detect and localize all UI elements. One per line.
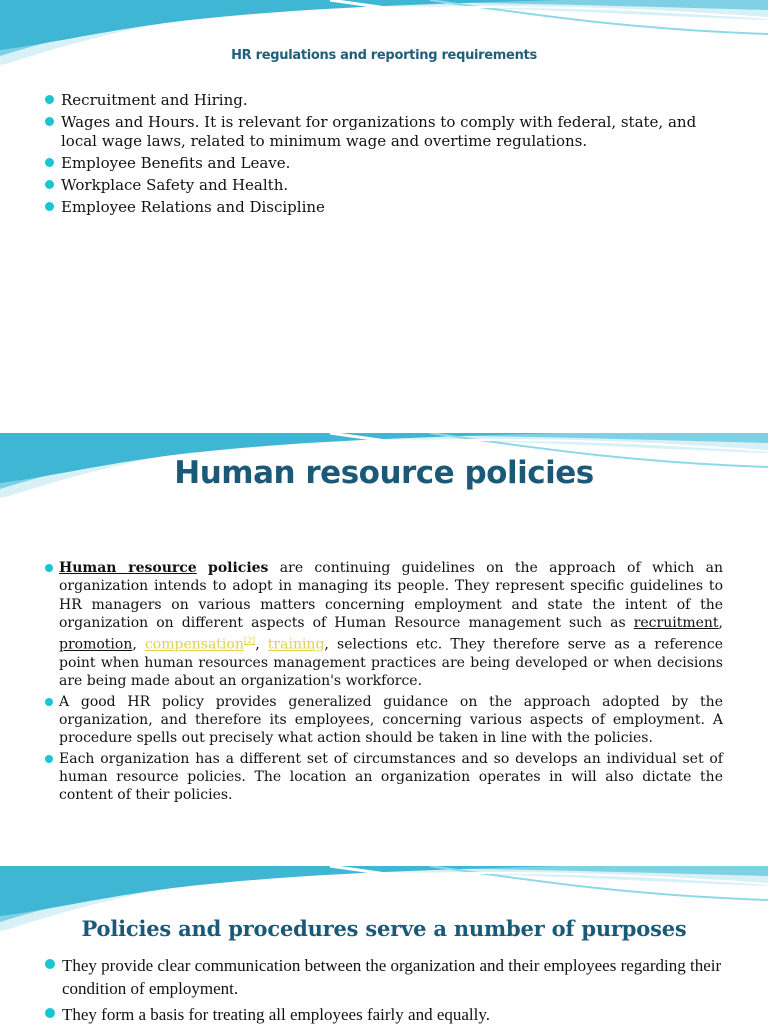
bullet-icon xyxy=(45,1008,55,1018)
link-compensation[interactable]: compensation xyxy=(144,636,244,653)
bullet-icon xyxy=(45,117,54,126)
slide-title: Human resource policies xyxy=(174,455,594,491)
list-item: They form a basis for treating all employees fairly and equally. xyxy=(44,1003,724,1024)
bullet-icon xyxy=(45,755,53,763)
bullet-icon xyxy=(45,564,53,572)
list-item: Human resource policies are continuing guidelines on the approach of which an organization intends to adopt in managing its people. They represent specific guidelines to HR managers on various matters concerning employment and state the intent of the organization on different aspects of Human Resource management such as recruitment, promotion, compensation[2], training, selections etc. They therefore serve as a reference point when human resources management practices are being developed or when decisions are being made about an organization's workforce. xyxy=(44,559,723,691)
bullet-icon xyxy=(45,959,55,969)
bullet-list xyxy=(44,954,724,1024)
bullet-icon xyxy=(45,158,54,167)
bullet-icon xyxy=(45,202,54,211)
list-item: Employee Benefits and Leave. xyxy=(44,154,724,173)
bullet-icon xyxy=(45,95,54,104)
bullet-list xyxy=(44,559,723,807)
slide-purposes xyxy=(0,866,768,1024)
list-item: Employee Relations and Discipline xyxy=(44,198,724,217)
link-human-resource[interactable]: Human resource xyxy=(59,560,197,576)
bullet-icon xyxy=(45,698,53,706)
slide-title: HR regulations and reporting requirements xyxy=(231,48,537,63)
slide-hr-policies xyxy=(0,433,768,859)
citation-ref[interactable]: [2] xyxy=(243,636,256,646)
link-training[interactable]: training xyxy=(267,636,325,653)
link-recruitment[interactable]: recruitment xyxy=(633,614,719,631)
link-promotion[interactable]: promotion xyxy=(59,636,133,653)
list-item: They provide clear communication between the organization and their employees regarding their condition of employment. xyxy=(44,954,724,1000)
list-item: Recruitment and Hiring. xyxy=(44,91,724,110)
slide-title: Policies and procedures serve a number of purposes xyxy=(81,916,687,941)
list-item: Workplace Safety and Health. xyxy=(44,176,724,195)
list-item: Wages and Hours. It is relevant for organizations to comply with federal, state, and local wage laws, related to minimum wage and overtime regulations. xyxy=(44,113,724,151)
list-item: A good HR policy provides generalized guidance on the approach adopted by the organization, and therefore its employees, concerning various aspects of employment. A procedure spells out precisely what action should be taken in line with the policies. xyxy=(44,693,723,748)
bullet-icon xyxy=(45,180,54,189)
slide-hr-regulations xyxy=(0,0,768,426)
list-item: Each organization has a different set of circumstances and so develops an individual set of human resource policies. The location an organization operates in will also dictate the content of their policies. xyxy=(44,750,723,805)
bullet-list xyxy=(44,91,724,220)
